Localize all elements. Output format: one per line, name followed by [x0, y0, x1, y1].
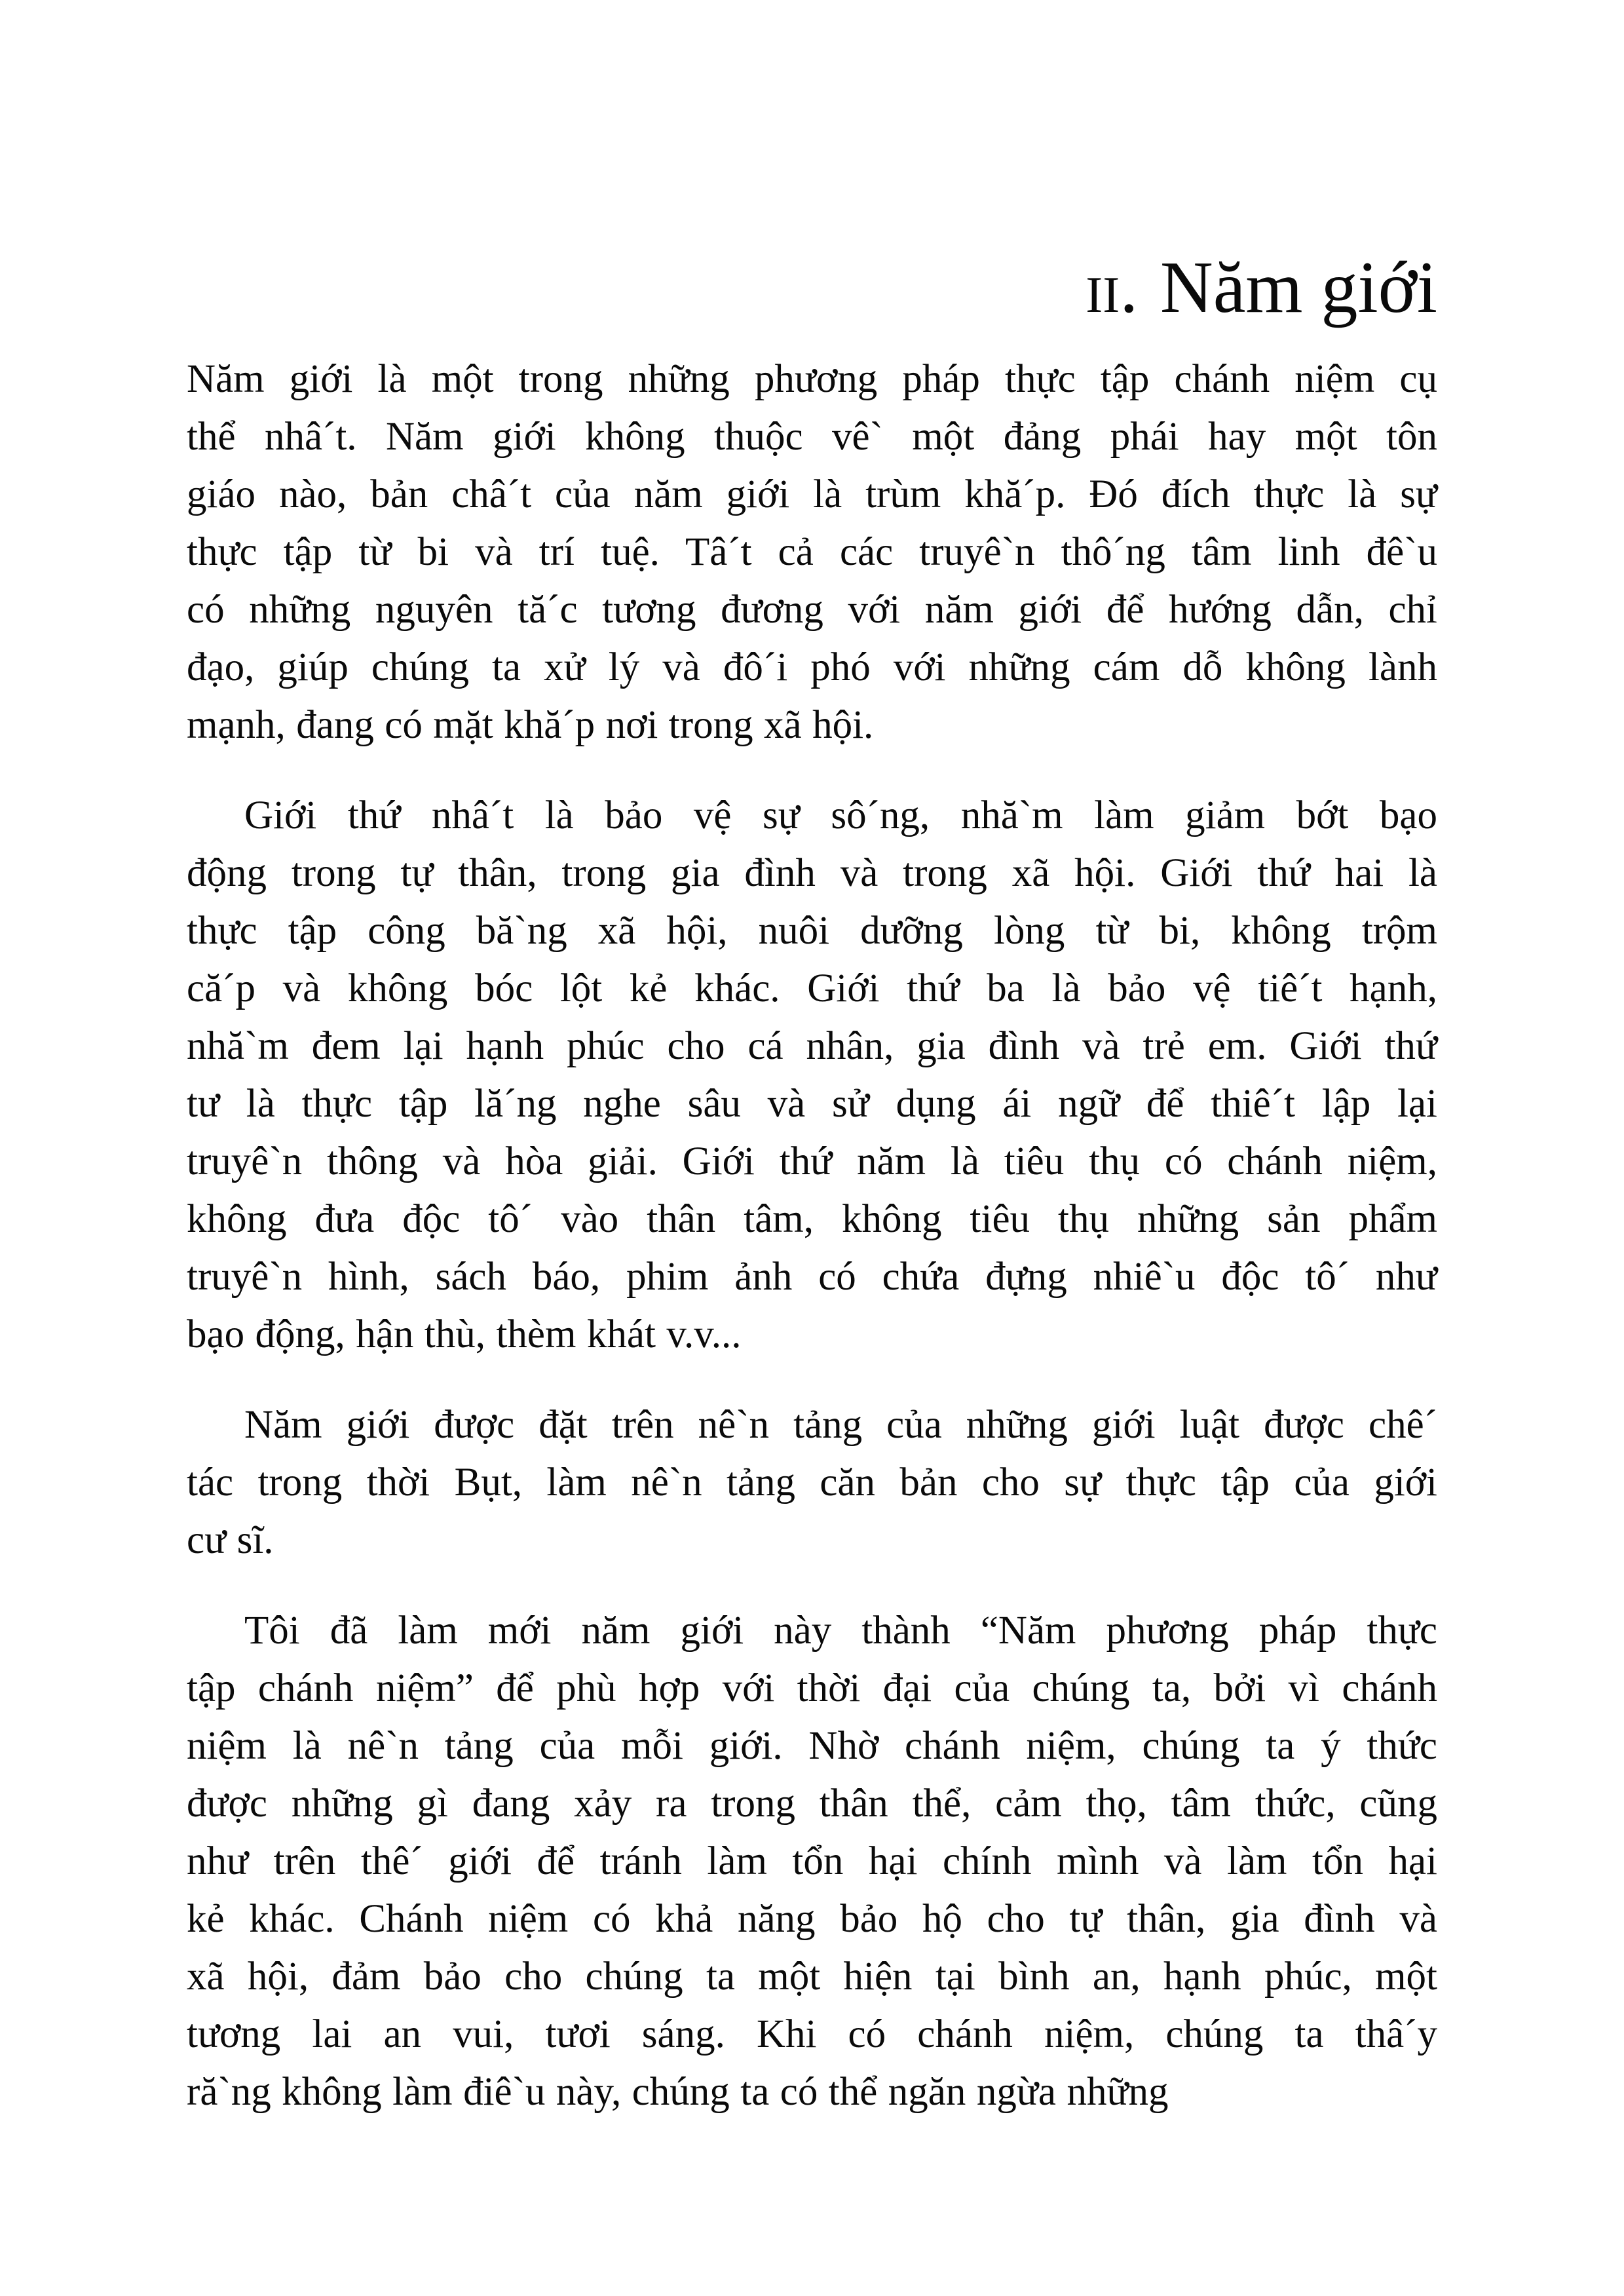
text-line: că´p và không bóc lột kẻ khác. Giới thứ ba là bảo vệ tiê´t hạnh, [187, 966, 1437, 1010]
text-line: truyê`n hình, sách báo, phim ảnh có chứa đựng nhiê`u độc tô´ như [187, 1255, 1437, 1299]
text-line: xã hội, đảm bảo cho chúng ta một hiện tại bình an, hạnh phúc, một [187, 1955, 1437, 1999]
text-line: tương lai an vui, tươi sáng. Khi có chánh niệm, chúng ta thâ´y [187, 2012, 1437, 2056]
chapter-number: ii. [1086, 247, 1139, 328]
text-line: cư sĩ. [187, 1518, 274, 1562]
text-line: được những gì đang xảy ra trong thân thể, cảm thọ, tâm thức, cũng [187, 1782, 1437, 1826]
text-block [187, 0, 1437, 2121]
chapter-title: Năm giới [1160, 247, 1437, 328]
text-line: truyê`n thông và hòa giải. Giới thứ năm là tiêu thụ có chánh niệm, [187, 1139, 1437, 1183]
text-line: nhă`m đem lại hạnh phúc cho cá nhân, gia đình và trẻ em. Giới thứ [187, 1024, 1437, 1068]
paragraph [187, 351, 1437, 754]
text-line: động trong tự thân, trong gia đình và trong xã hội. Giới thứ hai là [187, 851, 1437, 895]
text-line: Năm giới là một trong những phương pháp thực tập chánh niệm cụ [187, 357, 1437, 401]
text-line: mạnh, đang có mặt khă´p nơi trong xã hội. [187, 703, 874, 747]
paragraph [187, 787, 1437, 1364]
text-line: niệm là nê`n tảng của mỗi giới. Nhờ chánh niệm, chúng ta ý thức [187, 1724, 1437, 1768]
text-line: không đưa độc tô´ vào thân tâm, không tiêu thụ những sản phẩm [187, 1197, 1437, 1241]
text-line: tác trong thời Bụt, làm nê`n tảng căn bản cho sự thực tập của giới [187, 1461, 1437, 1504]
text-line: thực tập từ bi và trí tuệ. Tâ´t cả các truyê`n thô´ng tâm linh đê`u [187, 530, 1437, 574]
text-line: bạo động, hận thù, thèm khát v.v... [187, 1312, 742, 1356]
text-line: Giới thứ nhâ´t là bảo vệ sự sô´ng, nhă`m làm giảm bớt bạo [244, 794, 1437, 837]
text-line: tập chánh niệm” để phù hợp với thời đại của chúng ta, bởi vì chánh [187, 1666, 1437, 1710]
text-line: thực tập công bă`ng xã hội, nuôi dưỡng lòng từ bi, không trộm [187, 909, 1437, 953]
text-line: có những nguyên tă´c tương đương với năm giới để hướng dẫn, chỉ [187, 588, 1437, 632]
text-line: ră`ng không làm điê`u này, chúng ta có thể ngăn ngừa những [187, 2070, 1169, 2114]
text-line: giáo nào, bản châ´t của năm giới là trùm khă´p. Đó đích thực là sự [187, 472, 1437, 516]
text-line: đạo, giúp chúng ta xử lý và đô´i phó với những cám dỗ không lành [187, 645, 1437, 689]
text-line: thể nhâ´t. Năm giới không thuộc vê` một đảng phái hay một tôn [187, 415, 1437, 459]
paragraph [187, 1396, 1437, 1569]
text-line: như trên thê´ giới để tránh làm tổn hại chính mình và làm tổn hại [187, 1839, 1437, 1883]
chapter-heading [187, 247, 1437, 328]
text-line: tư là thực tập lă´ng nghe sâu và sử dụng ái ngữ để thiê´t lập lại [187, 1082, 1437, 1126]
body-text [187, 351, 1437, 2121]
text-line: Năm giới được đặt trên nê`n tảng của những giới luật được chê´ [244, 1403, 1437, 1447]
text-line: Tôi đã làm mới năm giới này thành “Năm phương pháp thực [244, 1609, 1437, 1653]
paragraph [187, 1602, 1437, 2121]
text-line: kẻ khác. Chánh niệm có khả năng bảo hộ cho tự thân, gia đình và [187, 1897, 1437, 1941]
